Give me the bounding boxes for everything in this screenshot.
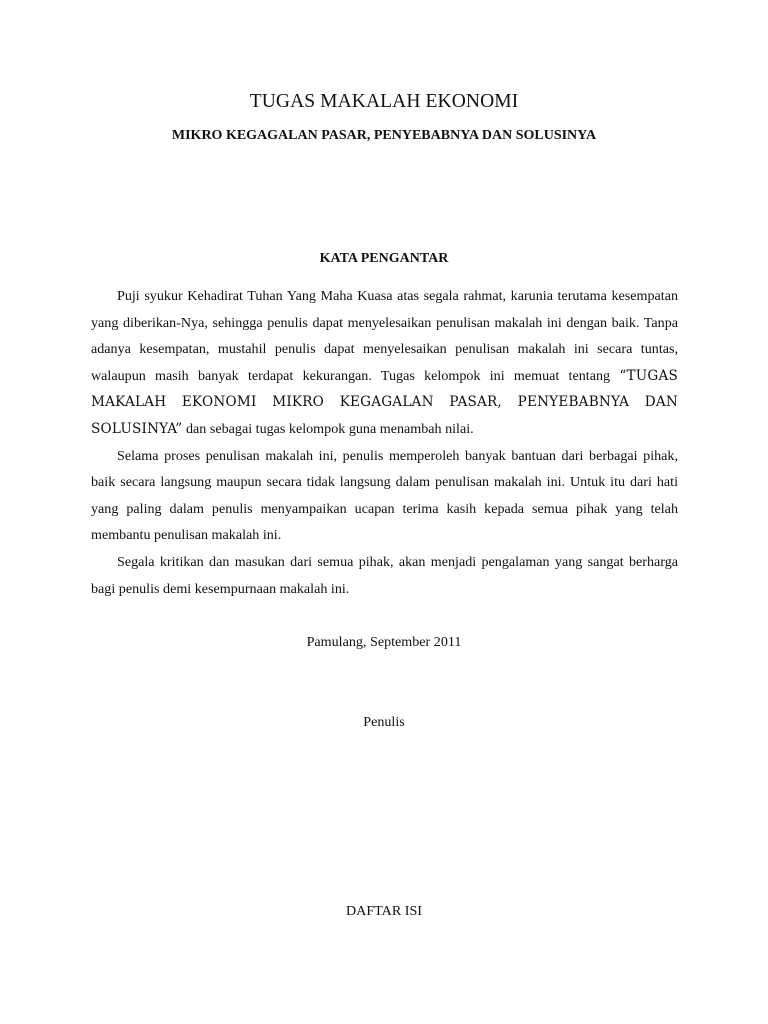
- quoted-title-emphasis: “TUGAS MAKALAH EKONOMI MIKRO KEGAGALAN PASAR, PENYEBABNYA DAN SOLUSINYA”: [91, 367, 678, 437]
- place-date: Pamulang, September 2011: [306, 634, 462, 650]
- document-title: TUGAS MAKALAH EKONOMI: [249, 91, 519, 112]
- preface-body: [91, 283, 678, 602]
- table-of-contents-heading: DAFTAR ISI: [345, 903, 422, 919]
- preface-heading: KATA PENGANTAR: [319, 251, 449, 266]
- preface-paragraph-1: [91, 283, 678, 443]
- document-subtitle: MIKRO KEGAGALAN PASAR, PENYEBABNYA DAN SOLUSINYA: [171, 128, 597, 143]
- author-signature-label: Penulis: [363, 714, 405, 730]
- paragraph-1-text-start: Puji syukur Kehadirat Tuhan Yang Maha Kuasa atas segala rahmat, karunia terutama kesempatan yang diberikan-Nya, sehingga penulis dapat menyelesaikan penulisan makalah ini dengan baik. Tanpa adanya kesempatan, mustahil penulis dapat menyelesaikan penulisan makalah ini secara tuntas, walaupun masih banyak terdapat kekurangan. Tugas kelompok ini memuat tentang: [91, 288, 678, 384]
- preface-paragraph-3: Segala kritikan dan masukan dari semua pihak, akan menjadi pengalaman yang sangat berharga bagi penulis demi kesempurnaan makalah ini.: [91, 553, 678, 597]
- preface-paragraph-2: Selama proses penulisan makalah ini, penulis memperoleh banyak bantuan dari berbagai pihak, baik secara langsung maupun secara tidak langsung dalam penulisan makalah ini. Untuk itu dari hati yang paling dalam penulis menyampaikan ucapan terima kasih kepada semua pihak yang telah membantu penulisan makalah ini.: [91, 447, 678, 544]
- paragraph-1-text-end: dan sebagai tugas kelompok guna menambah nilai.: [182, 420, 474, 437]
